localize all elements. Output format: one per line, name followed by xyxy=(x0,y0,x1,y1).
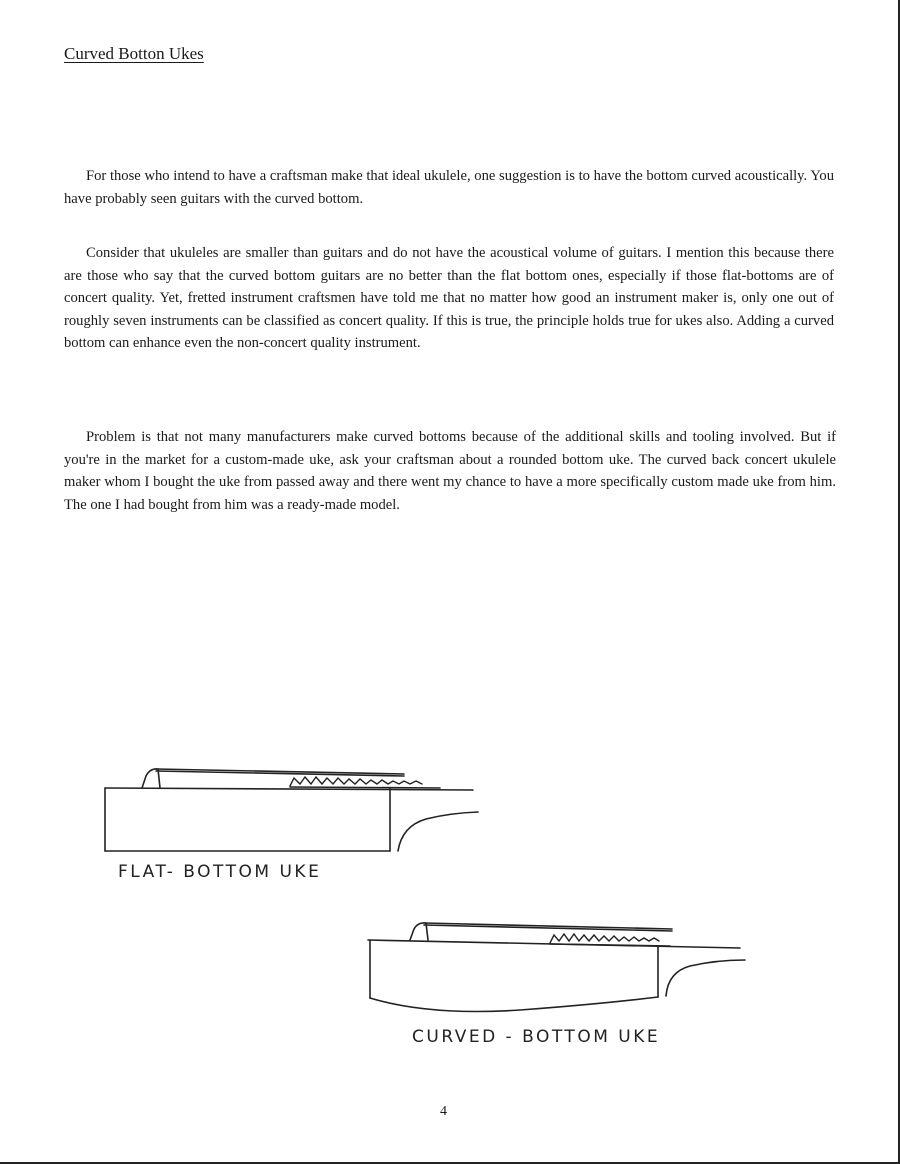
flat-bottom-uke-caption: FLAT- BOTTOM UKE xyxy=(118,862,322,882)
curved-bottom-uke-drawing xyxy=(368,923,745,1012)
flat-bottom-uke-drawing xyxy=(105,769,478,851)
paragraph-2: Consider that ukuleles are smaller than guitars and do not have the acoustical volume of guitars. I mention this because there are those who say that the curved bottom guitars are no better than the flat bottom ones, especially if those flat-bottoms are of concert quality. Yet, fretted instrument craftsmen have told me that no matter how good an instrument maker is, only one out of roughly seven instruments can be classified as concert quality. If this is true, the principle holds true for ukes also. Adding a curved bottom can enhance even the non-concert quality instrument. xyxy=(64,245,834,351)
page-number: 4 xyxy=(440,1104,447,1119)
paragraph-3: Problem is that not many manufacturers make curved bottoms because of the additional skills and tooling involved. But if you're in the market for a custom-made uke, ask your craftsman about a rounded bottom uke. The curved back concert ukulele maker whom I bought the uke from passed away and there went my chance to have a more specifically custom made uke from him. The one I had bought from him was a ready-made model. xyxy=(64,429,836,513)
paragraph-1: For those who intend to have a craftsman make that ideal ukulele, one suggestion is to have the bottom curved acoustically. You have probably seen guitars with the curved bottom. xyxy=(64,168,834,207)
curved-bottom-uke-caption: CURVED - BOTTOM UKE xyxy=(412,1027,661,1047)
page-title: Curved Botton Ukes xyxy=(64,44,204,63)
